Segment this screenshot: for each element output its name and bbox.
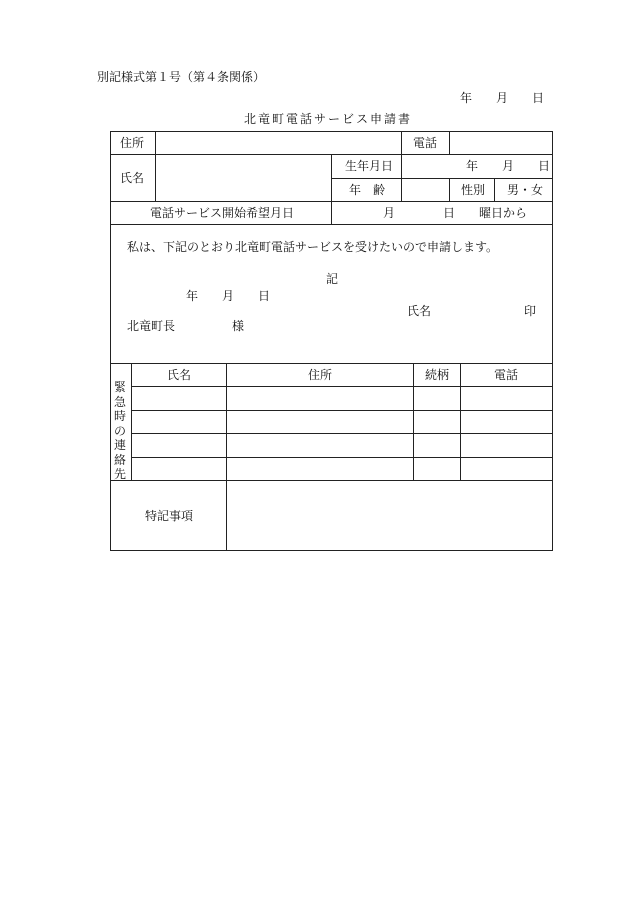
sex-label: 性別 (461, 183, 486, 197)
start-date-value: 月 日 曜日から (383, 206, 528, 220)
address-label: 住所 (120, 136, 145, 150)
page-title: 北竜町電話サービス申請書 (244, 112, 413, 126)
age-label: 年 齢 (349, 183, 386, 197)
birthdate-value: 年 月 日 (466, 159, 551, 173)
birthdate-label: 生年月日 (345, 159, 394, 173)
sex-options: 男・女 (507, 183, 544, 197)
form-reference: 別記様式第１号（第４条関係） (97, 70, 266, 84)
emergency-col-address: 住所 (308, 368, 333, 382)
signer-name-label: 氏名 (407, 304, 432, 318)
remarks-label: 特記事項 (145, 509, 194, 523)
emergency-col-relation: 続柄 (425, 368, 450, 382)
addressee: 北竜町長 (127, 319, 176, 333)
emergency-contact-label: 緊急時の連絡先 (113, 380, 126, 481)
phone-label: 電話 (413, 136, 438, 150)
seal-label: 印 (524, 304, 537, 318)
emergency-col-phone: 電話 (494, 368, 519, 382)
statement-date: 年 月 日 (186, 289, 271, 303)
document-date: 年 月 日 (460, 91, 545, 105)
ki-marker: 記 (326, 272, 339, 286)
application-statement: 私は、下記のとおり北竜町電話サービスを受けたいので申請します。 (127, 240, 499, 254)
honorific: 様 (232, 319, 245, 333)
start-date-label: 電話サービス開始希望月日 (150, 206, 295, 220)
name-label: 氏名 (120, 171, 145, 185)
emergency-col-name: 氏名 (167, 368, 192, 382)
